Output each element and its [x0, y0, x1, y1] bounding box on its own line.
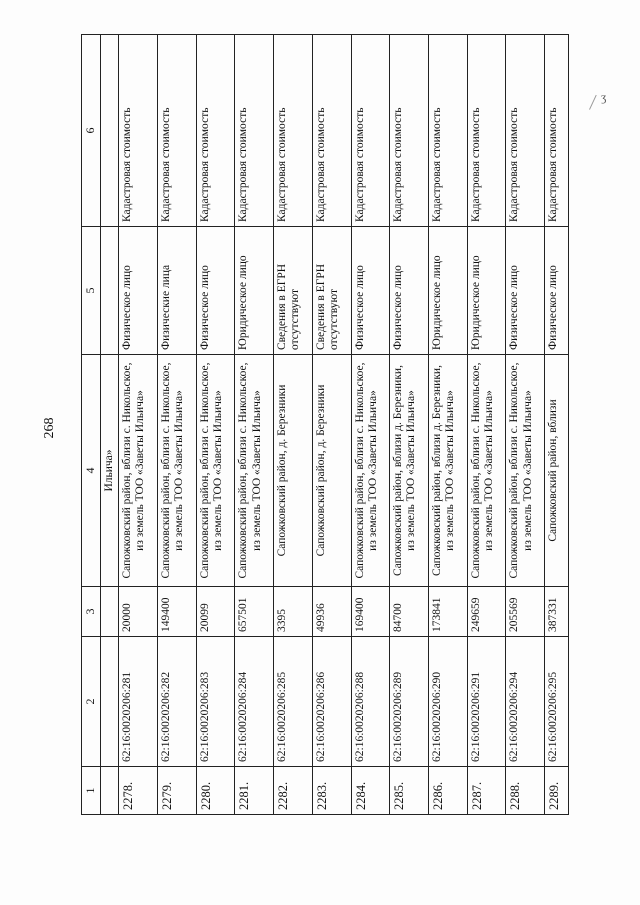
area-value: 387331 [545, 587, 569, 637]
owner-type: Физическое лицо [119, 227, 158, 355]
cadastral-number: 62:16:0020206:291 [467, 637, 506, 767]
column-header: 5 [82, 227, 101, 355]
rotated-table-wrapper [81, 35, 569, 815]
column-header: 6 [82, 35, 101, 227]
column-header: 2 [82, 637, 101, 767]
table-row [196, 35, 235, 815]
area-value: 173841 [428, 587, 467, 637]
cadastral-number: 62:16:0020206:289 [390, 637, 429, 767]
location-text: Сапожковский район, вблизи с. Никольское, из земель ТОО «Заветы Ильича» [196, 355, 235, 587]
location-text: Сапожковский район, вблизи д. Березники, из земель ТОО «Заветы Ильича» [428, 355, 467, 587]
cadastral-number: 62:16:0020206:295 [545, 637, 569, 767]
location-text: Сапожковский район, вблизи с. Никольское, из земель ТОО «Заветы Ильича» [506, 355, 545, 587]
area-value: 84700 [390, 587, 429, 637]
owner-type: Физические лица [157, 227, 196, 355]
table-row [157, 35, 196, 815]
table-row [119, 35, 158, 815]
area-value: 49936 [312, 587, 351, 637]
location-text: Сапожковский район, вблизи с. Никольское, из земель ТОО «Заветы Ильича» [119, 355, 158, 587]
cadastral-number: 62:16:0020206:283 [196, 637, 235, 767]
value-type: Кадастровая стоимость [428, 35, 467, 227]
owner-type: Юридическое лицо [235, 227, 274, 355]
value-type: Кадастровая стоимость [196, 35, 235, 227]
location-text: Сапожковский район, вблизи с. Никольское, из земель ТОО «Заветы Ильича» [351, 355, 390, 587]
location-text: Сапожковский район, д. Березники [274, 355, 313, 587]
area-value: 249659 [467, 587, 506, 637]
table-row [545, 35, 569, 815]
cadastral-number: 62:16:0020206:290 [428, 637, 467, 767]
cadastral-number: 62:16:0020206:285 [274, 637, 313, 767]
row-number: 2282. [274, 767, 313, 815]
cadastral-number: 62:16:0020206:284 [235, 637, 274, 767]
land-plots-table [81, 34, 569, 815]
value-type: Кадастровая стоимость [274, 35, 313, 227]
value-type: Кадастровая стоимость [119, 35, 158, 227]
value-type: Кадастровая стоимость [506, 35, 545, 227]
area-value: 657501 [235, 587, 274, 637]
row-number: 2286. [428, 767, 467, 815]
table-row [390, 35, 429, 815]
table-row [351, 35, 390, 815]
owner-type: Физическое лицо [196, 227, 235, 355]
owner-type: Юридическое лицо [428, 227, 467, 355]
value-type: Кадастровая стоимость [390, 35, 429, 227]
cadastral-number: 62:16:0020206:286 [312, 637, 351, 767]
location-text: Сапожковский район, вблизи [545, 355, 569, 587]
location-text: Сапожковский район, вблизи д. Березники, из земель ТОО «Заветы Ильича» [390, 355, 429, 587]
owner-type: Физическое лицо [545, 227, 569, 355]
table-row [428, 35, 467, 815]
row-number: 2280. [196, 767, 235, 815]
owner-type: Физическое лицо [506, 227, 545, 355]
continuation-row [101, 35, 119, 815]
cadastral-number: 62:16:0020206:288 [351, 637, 390, 767]
cadastral-number: 62:16:0020206:294 [506, 637, 545, 767]
table-row [467, 35, 506, 815]
column-header: 1 [82, 767, 101, 815]
cadastral-number: 62:16:0020206:281 [119, 637, 158, 767]
value-type: Кадастровая стоимость [467, 35, 506, 227]
page-number: 268 [42, 417, 57, 439]
owner-type: Сведения в ЕГРН отсутствуют [312, 227, 351, 355]
cadastral-number: 62:16:0020206:282 [157, 637, 196, 767]
area-value: 149400 [157, 587, 196, 637]
area-value: 20099 [196, 587, 235, 637]
location-text: Сапожковский район, вблизи с. Никольское, из земель ТОО «Заветы Ильича» [467, 355, 506, 587]
owner-type: Сведения в ЕГРН отсутствуют [274, 227, 313, 355]
handwritten-mark: ʒ [601, 90, 607, 104]
table-row [235, 35, 274, 815]
value-type: Кадастровая стоимость [235, 35, 274, 227]
table-row [274, 35, 313, 815]
location-text: Сапожковский район, д. Березники [312, 355, 351, 587]
column-header: 4 [82, 355, 101, 587]
owner-type: Физическое лицо [390, 227, 429, 355]
location-text: Сапожковский район, вблизи с. Никольское, из земель ТОО «Заветы Ильича» [235, 355, 274, 587]
area-value: 3395 [274, 587, 313, 637]
value-type: Кадастровая стоимость [545, 35, 569, 227]
area-value: 205569 [506, 587, 545, 637]
location-text: Сапожковский район, вблизи с. Никольское, из земель ТОО «Заветы Ильича» [157, 355, 196, 587]
column-header: 3 [82, 587, 101, 637]
area-value: 169400 [351, 587, 390, 637]
table-row [506, 35, 545, 815]
table-row [312, 35, 351, 815]
row-number: 2287. [467, 767, 506, 815]
row-number: 2279. [157, 767, 196, 815]
owner-type: Юридическое лицо [467, 227, 506, 355]
row-number: 2284. [351, 767, 390, 815]
value-type: Кадастровая стоимость [157, 35, 196, 227]
row-number: 2283. [312, 767, 351, 815]
row-number: 2278. [119, 767, 158, 815]
row-number: 2288. [506, 767, 545, 815]
continuation-text: Ильича» [101, 355, 119, 587]
value-type: Кадастровая стоимость [351, 35, 390, 227]
row-number: 2285. [390, 767, 429, 815]
owner-type: Физическое лицо [351, 227, 390, 355]
table-header-row [82, 35, 101, 815]
row-number: 2289. [545, 767, 569, 815]
area-value: 20000 [119, 587, 158, 637]
row-number: 2281. [235, 767, 274, 815]
value-type: Кадастровая стоимость [312, 35, 351, 227]
